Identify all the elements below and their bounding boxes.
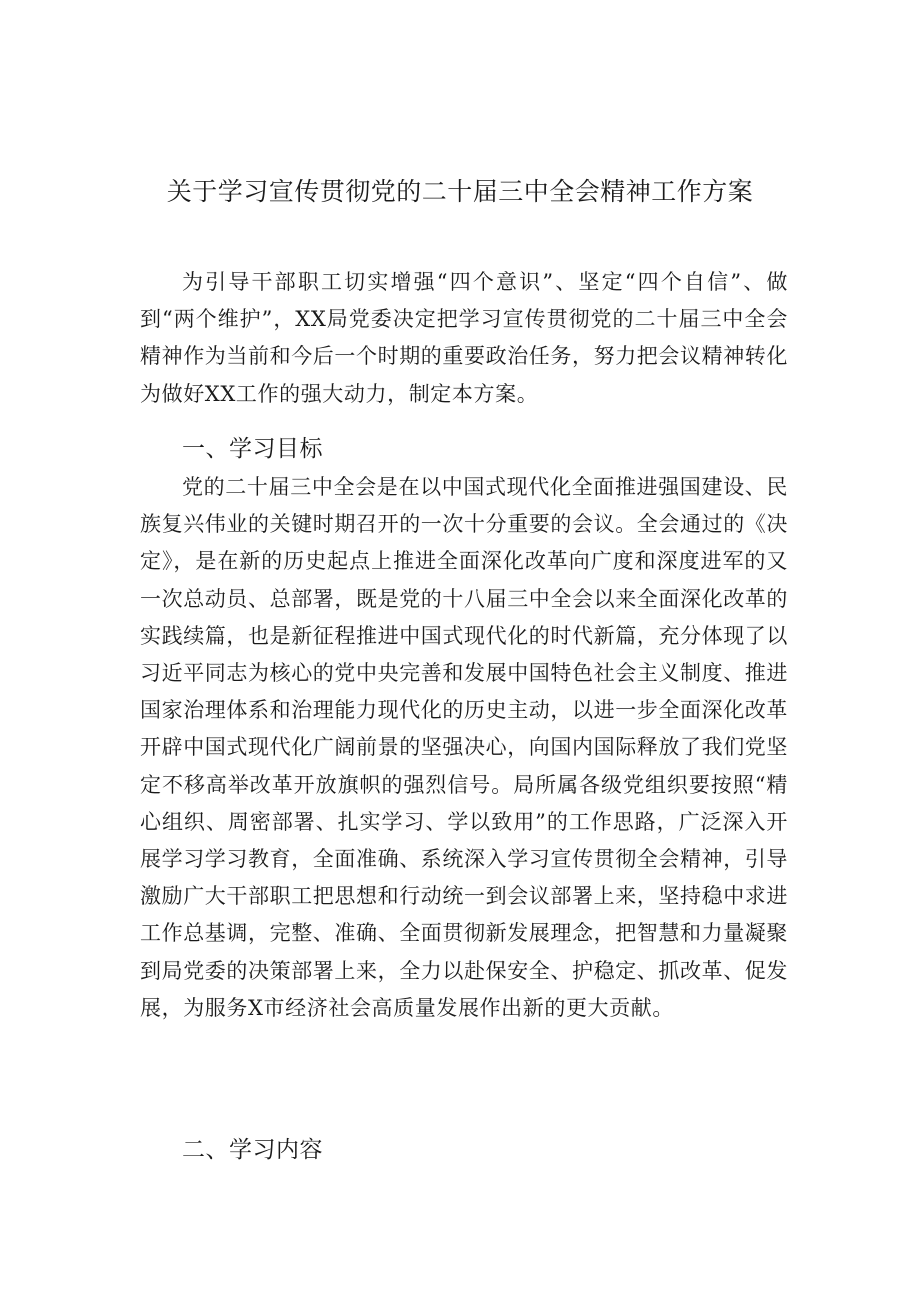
document-title: 关于学习宣传贯彻党的二十届三中全会精神工作方案 <box>166 177 754 206</box>
goals-paragraph: 党的二十届三中全会是在以中国式现代化全面推进强国建设、民族复兴伟业的关键时期召开的一次十分重要的会议。全会通过的《决定》，是在新的历史起点上推进全面深化改革向广度和深度进军的又一次总动员、总部署，既是党的十八届三中全会以来全面深化改革的实践续篇，也是新征程推进中国式现代化的时代新篇，充分体现了以习近平同志为核心的党中央完善和发展中国特色社会主义制度、推进国家治理体系和治理能力现代化的历史主动，以进一步全面深化改革开辟中国式现代化广阔前景的坚强决心，向国内国际释放了我们党坚定不移高举改革开放旗帜的强烈信号。局所属各级党组织要按照“精心组织、周密部署、扎实学习、学以致用”的工作思路，广泛深入开展学习学习教育，全面准确、系统深入学习宣传贯彻全会精神，引导激励广大干部职工把思想和行动统一到会议部署上来，坚持稳中求进工作总基调，完整、准确、全面贯彻新发展理念，把智慧和力量凝聚到局党委的决策部署上来，全力以赴保安全、护稳定、抓改革、促发展，为服务X市经济社会高质量发展作出新的更大贡献。 <box>140 475 788 1020</box>
intro-paragraph: 为引导干部职工切实增强“四个意识”、坚定“四个自信”、做到“两个维护”，XX局党委决定把学习宣传贯彻党的二十届三中全会精神作为当前和今后一个时期的重要政治任务，努力把会议精神转化为做好XX工作的强大动力，制定本方案。 <box>140 270 788 406</box>
section-heading-goals: 一、学习目标 <box>182 436 323 462</box>
section-heading-content: 二、学习内容 <box>182 1137 323 1163</box>
